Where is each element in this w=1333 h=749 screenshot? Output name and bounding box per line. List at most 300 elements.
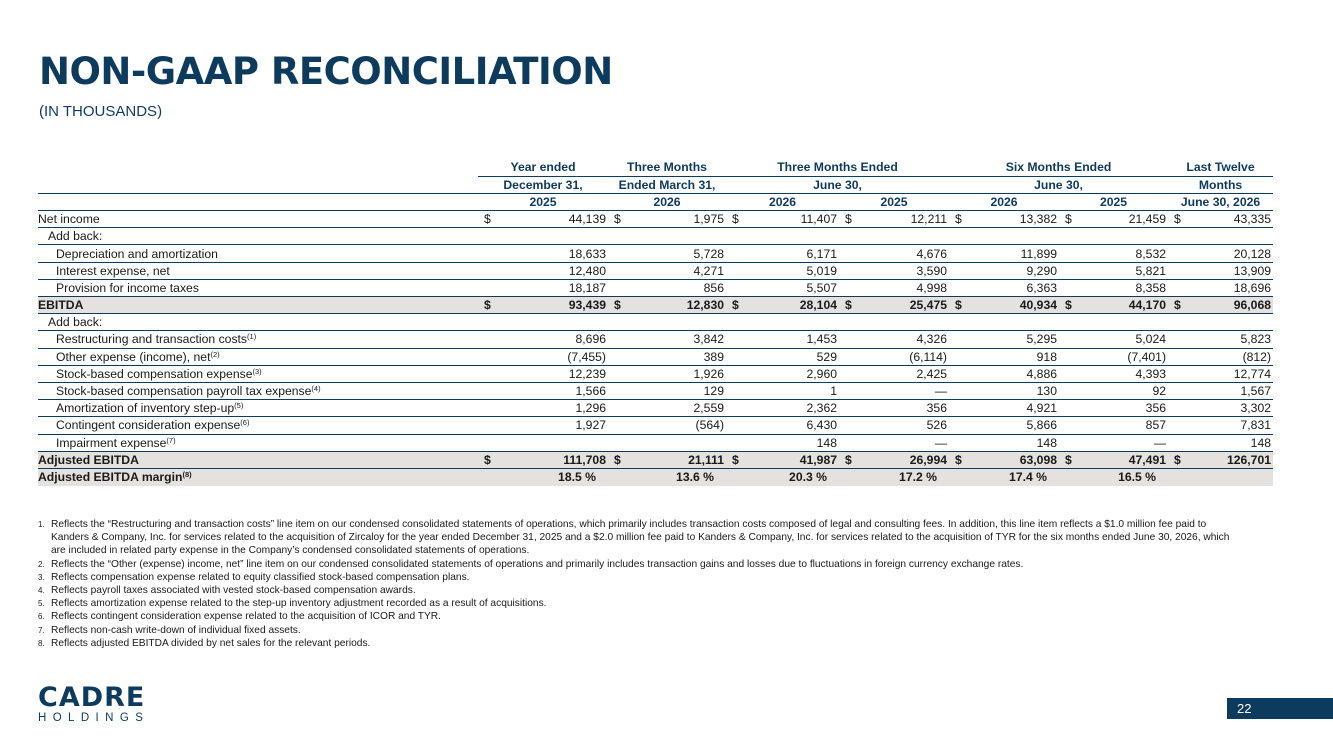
cell-number: 44,139 bbox=[568, 212, 606, 227]
footnote-item bbox=[38, 637, 1238, 650]
cell-value bbox=[949, 331, 1059, 348]
cell-number: 2,362 bbox=[806, 401, 837, 416]
cell-number: 63,098 bbox=[1019, 452, 1057, 467]
row-label-text: Other expense (income), net bbox=[56, 349, 211, 364]
header-year-col-1: 2025 bbox=[478, 193, 608, 210]
cell-number: 389 bbox=[703, 349, 724, 364]
footnote-text: Reflects the “Other (expense) income, net” line item on our condensed consolidated statements of operations and primarily includes transaction gains and losses due to fluctuations in foreign currency exchange rates. bbox=[51, 558, 1024, 570]
row-label-text: Provision for income taxes bbox=[56, 280, 199, 295]
cell-value bbox=[608, 279, 726, 296]
cell-number: 11,899 bbox=[1020, 246, 1057, 261]
cell-value bbox=[478, 262, 608, 279]
page-title: NON-GAAP RECONCILIATION bbox=[39, 50, 613, 93]
cell-value bbox=[1059, 400, 1168, 417]
cell-number: 529 bbox=[816, 349, 837, 364]
cell-number: (812) bbox=[1242, 349, 1272, 364]
reconciliation-table-container bbox=[38, 159, 1273, 486]
cell-value bbox=[839, 417, 949, 434]
cell-number: 40,934 bbox=[1019, 298, 1057, 313]
row-label bbox=[38, 434, 478, 451]
cell-value bbox=[1059, 279, 1168, 296]
cell-number: 4,998 bbox=[916, 280, 947, 295]
row-label-text: Adjusted EBITDA margin bbox=[38, 470, 183, 485]
cell-value bbox=[1059, 211, 1168, 228]
cell-number: 13.6 % bbox=[676, 470, 714, 485]
currency-symbol: $ bbox=[955, 212, 962, 227]
cell-value bbox=[726, 365, 839, 382]
cell-value bbox=[1168, 382, 1273, 399]
footnote-ref: (5) bbox=[234, 401, 244, 411]
empty-cell bbox=[726, 228, 839, 245]
cell-number: 21,459 bbox=[1128, 212, 1167, 227]
cell-number: 1 bbox=[830, 384, 837, 399]
footnote-item bbox=[38, 571, 1238, 584]
row-label-text: Amortization of inventory step-up bbox=[56, 401, 235, 416]
footnote-item bbox=[38, 610, 1238, 623]
currency-symbol: $ bbox=[845, 298, 852, 313]
cell-number: 4,676 bbox=[916, 246, 947, 261]
cell-number: 21,111 bbox=[688, 452, 724, 467]
cell-value bbox=[608, 297, 726, 314]
cell-number bbox=[1261, 470, 1271, 484]
cell-value bbox=[839, 245, 949, 262]
row-label bbox=[38, 417, 478, 434]
cell-number: 918 bbox=[1036, 349, 1057, 364]
cell-value bbox=[1059, 331, 1168, 348]
cell-value bbox=[839, 262, 949, 279]
cell-number: 129 bbox=[703, 384, 724, 399]
cell-value bbox=[608, 382, 726, 399]
cell-number: 2,425 bbox=[916, 366, 947, 381]
row-label bbox=[38, 211, 478, 228]
cell-value bbox=[726, 434, 839, 451]
currency-symbol: $ bbox=[1174, 212, 1181, 227]
row-label-text: Interest expense, net bbox=[56, 263, 170, 278]
cell-number: 8,532 bbox=[1135, 246, 1167, 261]
header-last-twelve: Last Twelve bbox=[1168, 159, 1273, 176]
cell-number: 1,926 bbox=[693, 366, 724, 381]
cell-number: 3,590 bbox=[916, 263, 947, 278]
cell-value bbox=[949, 417, 1059, 434]
page-subtitle: (IN THOUSANDS) bbox=[39, 103, 163, 120]
cell-value bbox=[478, 211, 608, 228]
empty-cell bbox=[1059, 228, 1168, 245]
currency-symbol: $ bbox=[484, 452, 491, 467]
cell-number: 13,382 bbox=[1019, 212, 1057, 227]
cell-number: 2,960 bbox=[806, 366, 837, 381]
cell-number: 6,171 bbox=[806, 246, 837, 261]
cell-value bbox=[949, 245, 1059, 262]
cell-value bbox=[478, 417, 608, 434]
cell-value bbox=[949, 434, 1059, 451]
header-june-30-three: June 30, bbox=[726, 176, 949, 193]
cell-value bbox=[478, 245, 608, 262]
cell-number: 7,831 bbox=[1240, 418, 1272, 433]
cell-value bbox=[478, 331, 608, 348]
cell-number: 44,170 bbox=[1128, 298, 1167, 313]
cell-number: 1,566 bbox=[575, 384, 606, 399]
cell-value bbox=[1168, 468, 1273, 485]
row-label-text: Add back: bbox=[48, 315, 103, 330]
cell-number: 13,909 bbox=[1233, 263, 1272, 278]
footnote-number: 3. bbox=[38, 572, 45, 582]
footnote-text: Reflects adjusted EBITDA divided by net sales for the relevant periods. bbox=[51, 637, 371, 649]
empty-cell bbox=[1059, 314, 1168, 331]
cell-value bbox=[949, 211, 1059, 228]
empty-cell bbox=[726, 314, 839, 331]
cell-number: 18,633 bbox=[568, 246, 606, 261]
cell-value bbox=[1059, 245, 1168, 262]
company-logo bbox=[38, 682, 150, 724]
cell-value bbox=[839, 348, 949, 365]
table-row bbox=[38, 228, 1273, 245]
header-months: Months bbox=[1168, 176, 1273, 193]
footnote-ref: (7) bbox=[166, 435, 176, 445]
row-label-text: Impairment expense bbox=[56, 435, 167, 450]
cell-value bbox=[839, 434, 949, 451]
cell-number: 356 bbox=[926, 401, 947, 416]
row-label bbox=[38, 279, 478, 296]
cell-value bbox=[478, 434, 608, 451]
cell-number: 47,491 bbox=[1128, 452, 1167, 467]
row-label bbox=[38, 262, 478, 279]
footnote-number: 6. bbox=[38, 612, 45, 622]
logo-wordmark: CADRE bbox=[38, 682, 146, 713]
row-label bbox=[38, 348, 478, 365]
table-row bbox=[38, 382, 1273, 399]
cell-number: 1,567 bbox=[1240, 384, 1272, 399]
footnote-ref: (3) bbox=[252, 366, 262, 376]
row-label-text: Contingent consideration expense bbox=[56, 418, 241, 433]
cell-value bbox=[1168, 262, 1273, 279]
cell-value bbox=[839, 365, 949, 382]
cell-value bbox=[726, 451, 839, 468]
cell-number: 12,239 bbox=[568, 366, 606, 381]
cell-value bbox=[949, 348, 1059, 365]
cell-number: — bbox=[934, 435, 947, 450]
cell-value bbox=[726, 400, 839, 417]
cell-value bbox=[1059, 468, 1168, 485]
cell-value bbox=[839, 297, 949, 314]
cell-value bbox=[608, 331, 726, 348]
currency-symbol: $ bbox=[614, 298, 621, 313]
footnote-text: Reflects non-cash write-down of individual fixed assets. bbox=[51, 624, 301, 636]
cell-number: 26,994 bbox=[909, 452, 947, 467]
header-june-30-six: June 30, bbox=[949, 176, 1168, 193]
cell-value bbox=[1059, 365, 1168, 382]
cell-value bbox=[1168, 451, 1273, 468]
cell-value bbox=[1168, 365, 1273, 382]
cell-value bbox=[839, 279, 949, 296]
row-label bbox=[38, 468, 478, 485]
cell-number: 4,921 bbox=[1026, 401, 1057, 416]
cell-number: 25,475 bbox=[909, 298, 947, 313]
cell-number: 5,821 bbox=[1135, 263, 1167, 278]
reconciliation-table bbox=[38, 159, 1273, 486]
table-row bbox=[38, 365, 1273, 382]
row-label-text: Stock-based compensation expense bbox=[56, 366, 253, 381]
footnote-text: Reflects amortization expense related to the step-up inventory adjustment recorded as a result of acquisitions. bbox=[51, 598, 547, 610]
footnote-number: 2. bbox=[38, 559, 45, 569]
empty-cell bbox=[478, 314, 608, 331]
cell-number: — bbox=[1153, 435, 1167, 450]
table-row bbox=[38, 297, 1273, 314]
cell-value bbox=[1059, 262, 1168, 279]
row-label bbox=[38, 297, 478, 314]
cell-value bbox=[608, 434, 726, 451]
header-three-months: Three Months bbox=[608, 159, 726, 176]
cell-number: 5,507 bbox=[806, 280, 837, 295]
footnote-text: Reflects the “Restructuring and transaction costs” line item on our condensed consolidated statements of operations, which primarily includes transaction costs composed of legal and consulting fees. In addition, this line item reflects a $1.0 million fee paid to Kanders & Company, Inc. for services related to the acquisition of Zircaloy for the year ended December 31, 2025 and a $2.0 million fee paid to Kanders & Company, Inc. for services related to the acquisition of TYR for the six months ended June 30, 2026, which are included in related party expense in the Company’s condensed consolidated statements of operations. bbox=[51, 519, 1230, 557]
cell-number: 2,559 bbox=[693, 401, 724, 416]
row-label-text: Add back: bbox=[48, 229, 103, 244]
empty-cell bbox=[1168, 228, 1273, 245]
footnote-item bbox=[38, 558, 1238, 571]
cell-number: 4,886 bbox=[1026, 366, 1057, 381]
footnote-number: 1. bbox=[38, 520, 45, 529]
cell-number: (7,455) bbox=[567, 349, 606, 364]
cell-number: 148 bbox=[1036, 435, 1057, 450]
cell-number: 6,430 bbox=[806, 418, 837, 433]
cell-value bbox=[478, 279, 608, 296]
footnotes bbox=[38, 518, 1238, 650]
header-row-3 bbox=[38, 193, 1273, 210]
cell-value bbox=[839, 400, 949, 417]
footnote-number: 4. bbox=[38, 586, 45, 596]
cell-number: 18,696 bbox=[1233, 280, 1272, 295]
empty-cell bbox=[839, 314, 949, 331]
cell-value bbox=[839, 451, 949, 468]
footnote-item bbox=[38, 584, 1238, 597]
footnote-ref: (8) bbox=[182, 470, 192, 480]
table-row bbox=[38, 331, 1273, 348]
row-label-text: EBITDA bbox=[38, 298, 84, 313]
cell-number: 8,358 bbox=[1135, 280, 1167, 295]
cell-number: 111,708 bbox=[563, 452, 606, 467]
cell-number: 16.5 % bbox=[1118, 470, 1157, 485]
footnote-number: 5. bbox=[38, 599, 45, 609]
footnote-number: 7. bbox=[38, 625, 45, 635]
cell-number: 96,068 bbox=[1233, 298, 1272, 313]
cell-number: 18.5 % bbox=[558, 470, 596, 485]
cell-number: 856 bbox=[703, 280, 724, 295]
header-december-31: December 31, bbox=[478, 176, 608, 193]
row-label bbox=[38, 245, 478, 262]
row-label bbox=[38, 451, 478, 468]
table-row bbox=[38, 348, 1273, 365]
header-year-col-5: 2026 bbox=[949, 193, 1059, 210]
cell-number: 4,326 bbox=[916, 332, 947, 347]
currency-symbol: $ bbox=[845, 212, 852, 227]
cell-number: 4,271 bbox=[693, 263, 724, 278]
row-label-text: Adjusted EBITDA bbox=[38, 452, 139, 467]
cell-value bbox=[1059, 297, 1168, 314]
header-row-2 bbox=[38, 176, 1273, 193]
empty-cell bbox=[949, 228, 1059, 245]
cell-number: 12,774 bbox=[1233, 366, 1272, 381]
currency-symbol: $ bbox=[732, 212, 739, 227]
table-row bbox=[38, 468, 1273, 485]
footnote-text: Reflects contingent consideration expense related to the acquisition of ICOR and TYR. bbox=[51, 611, 441, 623]
row-label-text: Restructuring and transaction costs bbox=[56, 332, 248, 347]
currency-symbol: $ bbox=[1174, 298, 1181, 313]
cell-value bbox=[1059, 417, 1168, 434]
cell-number: 17.2 % bbox=[899, 470, 937, 485]
footnote-item bbox=[38, 518, 1238, 558]
cell-value bbox=[478, 348, 608, 365]
empty-cell bbox=[478, 228, 608, 245]
cell-value bbox=[608, 245, 726, 262]
table-row bbox=[38, 211, 1273, 228]
currency-symbol: $ bbox=[732, 452, 739, 467]
empty-cell bbox=[1168, 314, 1273, 331]
cell-number: 8,696 bbox=[575, 332, 606, 347]
page-number: 22 bbox=[1227, 698, 1333, 719]
cell-value bbox=[949, 451, 1059, 468]
footnote-text: Reflects compensation expense related to equity classified stock-based compensation plans. bbox=[51, 571, 470, 583]
cell-number: 5,019 bbox=[806, 263, 837, 278]
row-label-text: Net income bbox=[38, 212, 100, 227]
cell-value bbox=[478, 468, 608, 485]
cell-number: 11,407 bbox=[800, 212, 837, 227]
table-row bbox=[38, 314, 1273, 331]
cell-number: 1,453 bbox=[806, 332, 837, 347]
footnote-ref: (6) bbox=[240, 418, 250, 428]
currency-symbol: $ bbox=[484, 212, 491, 227]
cell-number: 1,975 bbox=[693, 212, 724, 227]
cell-value bbox=[1168, 331, 1273, 348]
empty-cell bbox=[608, 228, 726, 245]
currency-symbol: $ bbox=[614, 212, 621, 227]
empty-cell bbox=[839, 228, 949, 245]
cell-value bbox=[726, 331, 839, 348]
cell-value bbox=[949, 400, 1059, 417]
cell-number: 857 bbox=[1145, 418, 1167, 433]
currency-symbol: $ bbox=[732, 298, 739, 313]
table-row bbox=[38, 279, 1273, 296]
cell-value bbox=[478, 382, 608, 399]
logo-subtext: HOLDINGS bbox=[38, 712, 150, 724]
header-year-col-6: 2025 bbox=[1059, 193, 1168, 210]
header-year-col-3: 2026 bbox=[726, 193, 839, 210]
footnote-text: Reflects payroll taxes associated with vested stock-based compensation awards. bbox=[51, 585, 416, 597]
cell-value bbox=[608, 365, 726, 382]
cell-value bbox=[1168, 348, 1273, 365]
cell-value bbox=[839, 211, 949, 228]
cell-number: (6,114) bbox=[909, 349, 947, 364]
currency-symbol: $ bbox=[845, 452, 852, 467]
footnote-ref: (1) bbox=[247, 332, 257, 342]
cell-value bbox=[726, 279, 839, 296]
table-row bbox=[38, 262, 1273, 279]
cell-number: 3,842 bbox=[693, 332, 724, 347]
cell-value bbox=[726, 262, 839, 279]
cell-value bbox=[478, 365, 608, 382]
currency-symbol: $ bbox=[1065, 298, 1072, 313]
row-label-text: Stock-based compensation payroll tax expense bbox=[56, 384, 312, 399]
cell-value bbox=[726, 382, 839, 399]
cell-value bbox=[1168, 245, 1273, 262]
currency-symbol: $ bbox=[1065, 212, 1072, 227]
cell-number: 5,295 bbox=[1026, 332, 1057, 347]
cell-number: 12,480 bbox=[568, 263, 606, 278]
cell-number: 5,866 bbox=[1026, 418, 1057, 433]
currency-symbol: $ bbox=[955, 298, 962, 313]
currency-symbol: $ bbox=[484, 298, 491, 313]
cell-value bbox=[726, 211, 839, 228]
cell-value bbox=[726, 468, 839, 485]
cell-value bbox=[949, 297, 1059, 314]
cell-value bbox=[478, 400, 608, 417]
header-year-col-4: 2025 bbox=[839, 193, 949, 210]
cell-number: 41,987 bbox=[799, 452, 837, 467]
currency-symbol: $ bbox=[1065, 452, 1072, 467]
cell-number: 92 bbox=[1152, 384, 1167, 399]
cell-number: 5,728 bbox=[693, 246, 724, 261]
table-row bbox=[38, 434, 1273, 451]
cell-number: 6,363 bbox=[1026, 280, 1057, 295]
cell-value bbox=[1168, 279, 1273, 296]
cell-number: 9,290 bbox=[1026, 263, 1057, 278]
cell-number: 3,302 bbox=[1240, 401, 1272, 416]
row-label bbox=[38, 365, 478, 382]
cell-value bbox=[949, 279, 1059, 296]
row-label bbox=[38, 382, 478, 399]
cell-value bbox=[839, 331, 949, 348]
footnote-ref: (2) bbox=[210, 349, 220, 359]
currency-symbol: $ bbox=[955, 452, 962, 467]
cell-value bbox=[949, 262, 1059, 279]
row-label bbox=[38, 331, 478, 348]
cell-value bbox=[608, 400, 726, 417]
header-year-col-2: 2026 bbox=[608, 193, 726, 210]
cell-number: 148 bbox=[816, 435, 837, 450]
table-row bbox=[38, 245, 1273, 262]
cell-number: 93,439 bbox=[568, 298, 606, 313]
cell-value bbox=[608, 417, 726, 434]
cell-value bbox=[608, 451, 726, 468]
cell-value bbox=[726, 348, 839, 365]
cell-value bbox=[726, 297, 839, 314]
footnote-ref: (4) bbox=[311, 384, 321, 394]
cell-number: 43,335 bbox=[1233, 212, 1272, 227]
currency-symbol: $ bbox=[614, 452, 621, 467]
row-label bbox=[38, 314, 478, 331]
cell-number: 20.3 % bbox=[789, 470, 827, 485]
cell-value bbox=[608, 262, 726, 279]
header-year-ended: Year ended bbox=[478, 159, 608, 176]
cell-value bbox=[1168, 434, 1273, 451]
cell-number: 148 bbox=[1250, 435, 1272, 450]
cell-number: 28,104 bbox=[799, 298, 837, 313]
cell-number: — bbox=[934, 384, 947, 399]
cell-value bbox=[478, 297, 608, 314]
cell-value bbox=[949, 382, 1059, 399]
cell-value bbox=[726, 245, 839, 262]
header-ended-march-31: Ended March 31, bbox=[608, 176, 726, 193]
row-label bbox=[38, 400, 478, 417]
cell-number: 5,024 bbox=[1135, 332, 1167, 347]
cell-value bbox=[608, 211, 726, 228]
row-label bbox=[38, 228, 478, 245]
currency-symbol: $ bbox=[1174, 452, 1181, 467]
cell-number: 1,296 bbox=[575, 401, 606, 416]
footnote-item bbox=[38, 597, 1238, 610]
header-three-months-ended: Three Months Ended bbox=[726, 159, 949, 176]
header-six-months-ended: Six Months Ended bbox=[949, 159, 1168, 176]
cell-value bbox=[1168, 211, 1273, 228]
cell-number: (7,401) bbox=[1127, 349, 1167, 364]
